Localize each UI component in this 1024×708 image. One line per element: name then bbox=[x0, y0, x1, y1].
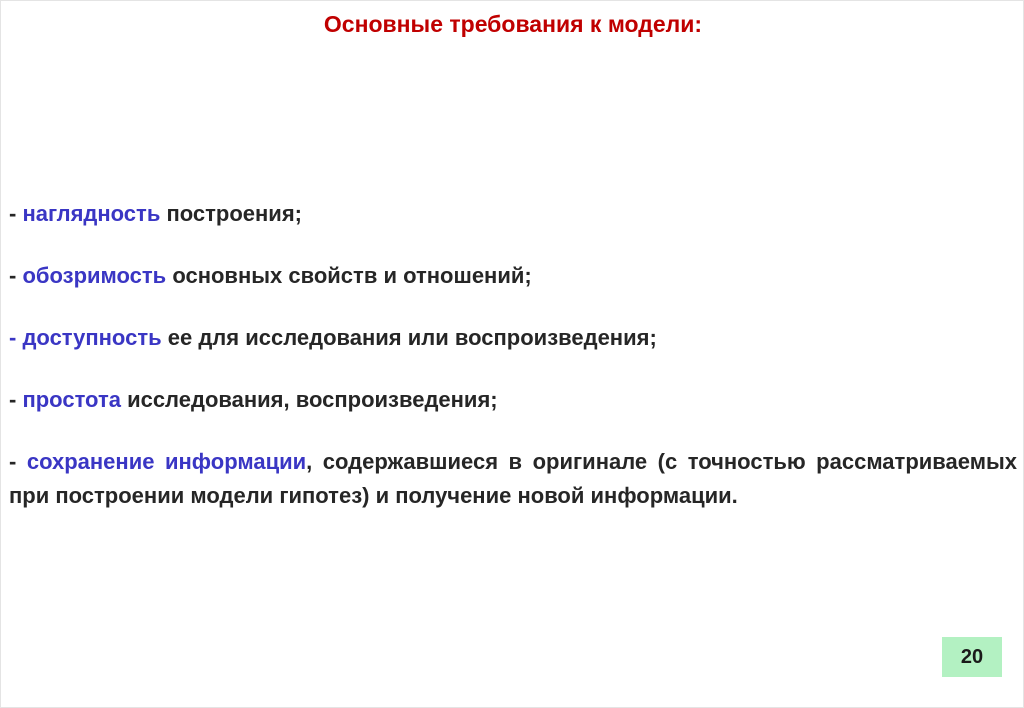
page-number-badge: 20 bbox=[942, 637, 1002, 677]
list-dash: - bbox=[9, 325, 23, 350]
requirement-text: исследования, воспроизведения; bbox=[120, 387, 498, 412]
requirements-list bbox=[9, 197, 1017, 513]
requirement-text: построения; bbox=[160, 201, 302, 226]
list-dash: - bbox=[9, 263, 23, 288]
list-dash: - bbox=[9, 387, 23, 412]
requirement-term: доступность bbox=[22, 325, 162, 350]
requirement-text: основных свойств и отношений; bbox=[166, 263, 532, 288]
requirement-item bbox=[9, 197, 1017, 231]
list-dash: - bbox=[9, 449, 27, 474]
requirement-item bbox=[9, 321, 1017, 355]
slide-title: Основные требования к модели: bbox=[323, 11, 703, 37]
requirement-item bbox=[9, 445, 1017, 513]
requirement-item bbox=[9, 383, 1017, 417]
requirement-text: ее для исследования или воспроизведения; bbox=[161, 325, 657, 350]
requirement-term: простота bbox=[22, 387, 121, 412]
requirement-term: сохранение информации bbox=[26, 449, 307, 474]
requirement-term: наглядность bbox=[22, 201, 161, 226]
requirement-term: обозримость bbox=[22, 263, 167, 288]
requirement-text: , содержавшиеся в оригинале (с точностью рассматриваемых при построении модели гипотез) и получение новой информации. bbox=[9, 449, 1017, 508]
requirement-item bbox=[9, 259, 1017, 293]
list-dash: - bbox=[9, 201, 23, 226]
